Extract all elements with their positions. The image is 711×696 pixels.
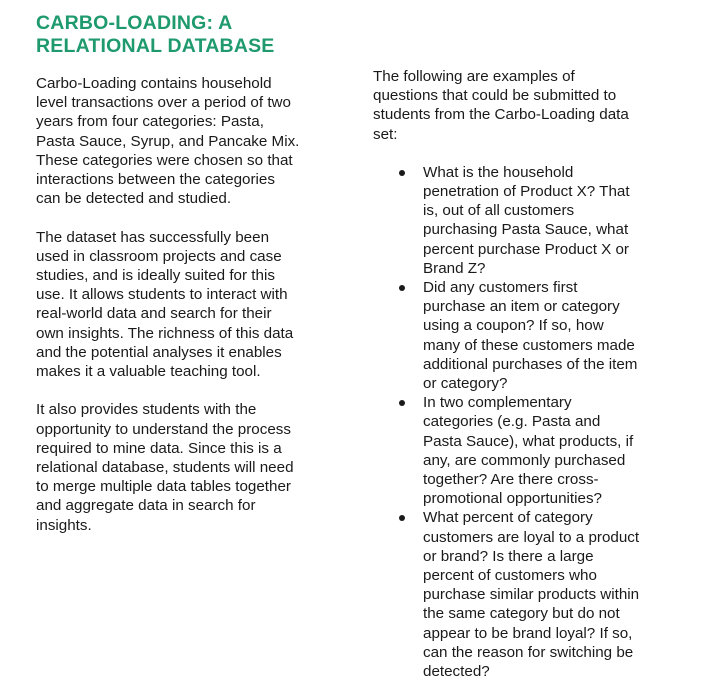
text-line: In two complementary xyxy=(423,394,572,412)
text-line: studies, and is ideally suited for this xyxy=(36,267,275,285)
text-line: or category? xyxy=(423,375,508,393)
text-line: many of these customers made xyxy=(423,336,635,354)
bullet-icon xyxy=(399,285,405,291)
text-line: additional purchases of the item xyxy=(423,355,638,373)
title-line: RELATIONAL DATABASE xyxy=(36,35,275,57)
text-line: makes it a valuable teaching tool. xyxy=(36,363,261,381)
text-line: level transactions over a period of two xyxy=(36,94,291,112)
text-line: using a coupon? If so, how xyxy=(423,317,604,335)
text-line: real-world data and search for their xyxy=(36,305,272,323)
text-line: interactions between the categories xyxy=(36,171,275,189)
text-line: used in classroom projects and case xyxy=(36,247,282,265)
text-line: purchasing Pasta Sauce, what xyxy=(423,221,629,239)
text-line: promotional opportunities? xyxy=(423,490,602,508)
text-line: insights. xyxy=(36,516,92,534)
text-line: What is the household xyxy=(423,163,574,181)
text-line: questions that could be submitted to xyxy=(373,87,617,105)
text-line: percent of customers who xyxy=(423,567,597,585)
text-line: required to mine data. Since this is a xyxy=(36,439,282,457)
text-line: customers are loyal to a product xyxy=(423,528,640,546)
text-line: appear to be brand loyal? If so, xyxy=(423,624,633,642)
text-line: own insights. The richness of this data xyxy=(36,324,294,342)
text-line: students from the Carbo-Loading data xyxy=(373,106,629,124)
text-line: Brand Z? xyxy=(423,259,486,277)
text-line: or brand? Is there a large xyxy=(423,547,594,565)
text-line: and the potential analyses it enables xyxy=(36,343,282,361)
text-line: relational database, students will need xyxy=(36,459,294,477)
question-item xyxy=(373,278,673,393)
text-line: can be detected and studied. xyxy=(36,190,232,208)
paragraph-teaching xyxy=(36,228,336,382)
text-line: years from four categories: Pasta, xyxy=(36,113,264,131)
text-line: the same category but do not xyxy=(423,605,620,623)
text-line: set: xyxy=(373,125,398,143)
text-line: percent purchase Product X or xyxy=(423,240,629,258)
paragraph-relational xyxy=(36,400,336,534)
text-line: It also provides students with the xyxy=(36,401,257,419)
question-item xyxy=(373,163,673,278)
question-list xyxy=(373,163,673,681)
text-line: Carbo-Loading contains household xyxy=(36,75,272,92)
left-column xyxy=(36,74,336,554)
text-line: opportunity to understand the process xyxy=(36,420,291,438)
paragraph-overview xyxy=(36,74,336,208)
text-line: Pasta Sauce, Syrup, and Pancake Mix. xyxy=(36,132,300,150)
bullet-icon xyxy=(399,400,405,406)
text-line: These categories were chosen so that xyxy=(36,151,293,169)
question-item xyxy=(373,393,673,508)
page-title xyxy=(36,12,275,58)
text-line: is, out of all customers xyxy=(423,202,575,220)
title-line: CARBO-LOADING: A xyxy=(36,12,233,34)
text-line: detected? xyxy=(423,663,490,681)
text-line: any, are commonly purchased xyxy=(423,451,626,469)
questions-intro xyxy=(373,67,673,144)
text-line: purchase an item or category xyxy=(423,298,620,316)
text-line: The dataset has successfully been xyxy=(36,228,270,246)
text-line: penetration of Product X? That xyxy=(423,183,630,201)
question-item xyxy=(373,508,673,681)
right-column xyxy=(373,67,673,681)
bullet-icon xyxy=(399,515,405,521)
text-line: purchase similar products within xyxy=(423,586,640,604)
text-line: categories (e.g. Pasta and xyxy=(423,413,601,431)
text-line: Pasta Sauce), what products, if xyxy=(423,432,634,450)
text-line: together? Are there cross- xyxy=(423,471,599,489)
text-line: use. It allows students to interact with xyxy=(36,286,288,304)
text-line: The following are examples of xyxy=(373,68,575,85)
text-line: can the reason for switching be xyxy=(423,643,634,661)
text-line: Did any customers first xyxy=(423,279,578,297)
text-line: to merge multiple data tables together xyxy=(36,478,291,496)
text-line: and aggregate data in search for xyxy=(36,497,256,515)
bullet-icon xyxy=(399,170,405,176)
text-line: What percent of category xyxy=(423,509,593,527)
